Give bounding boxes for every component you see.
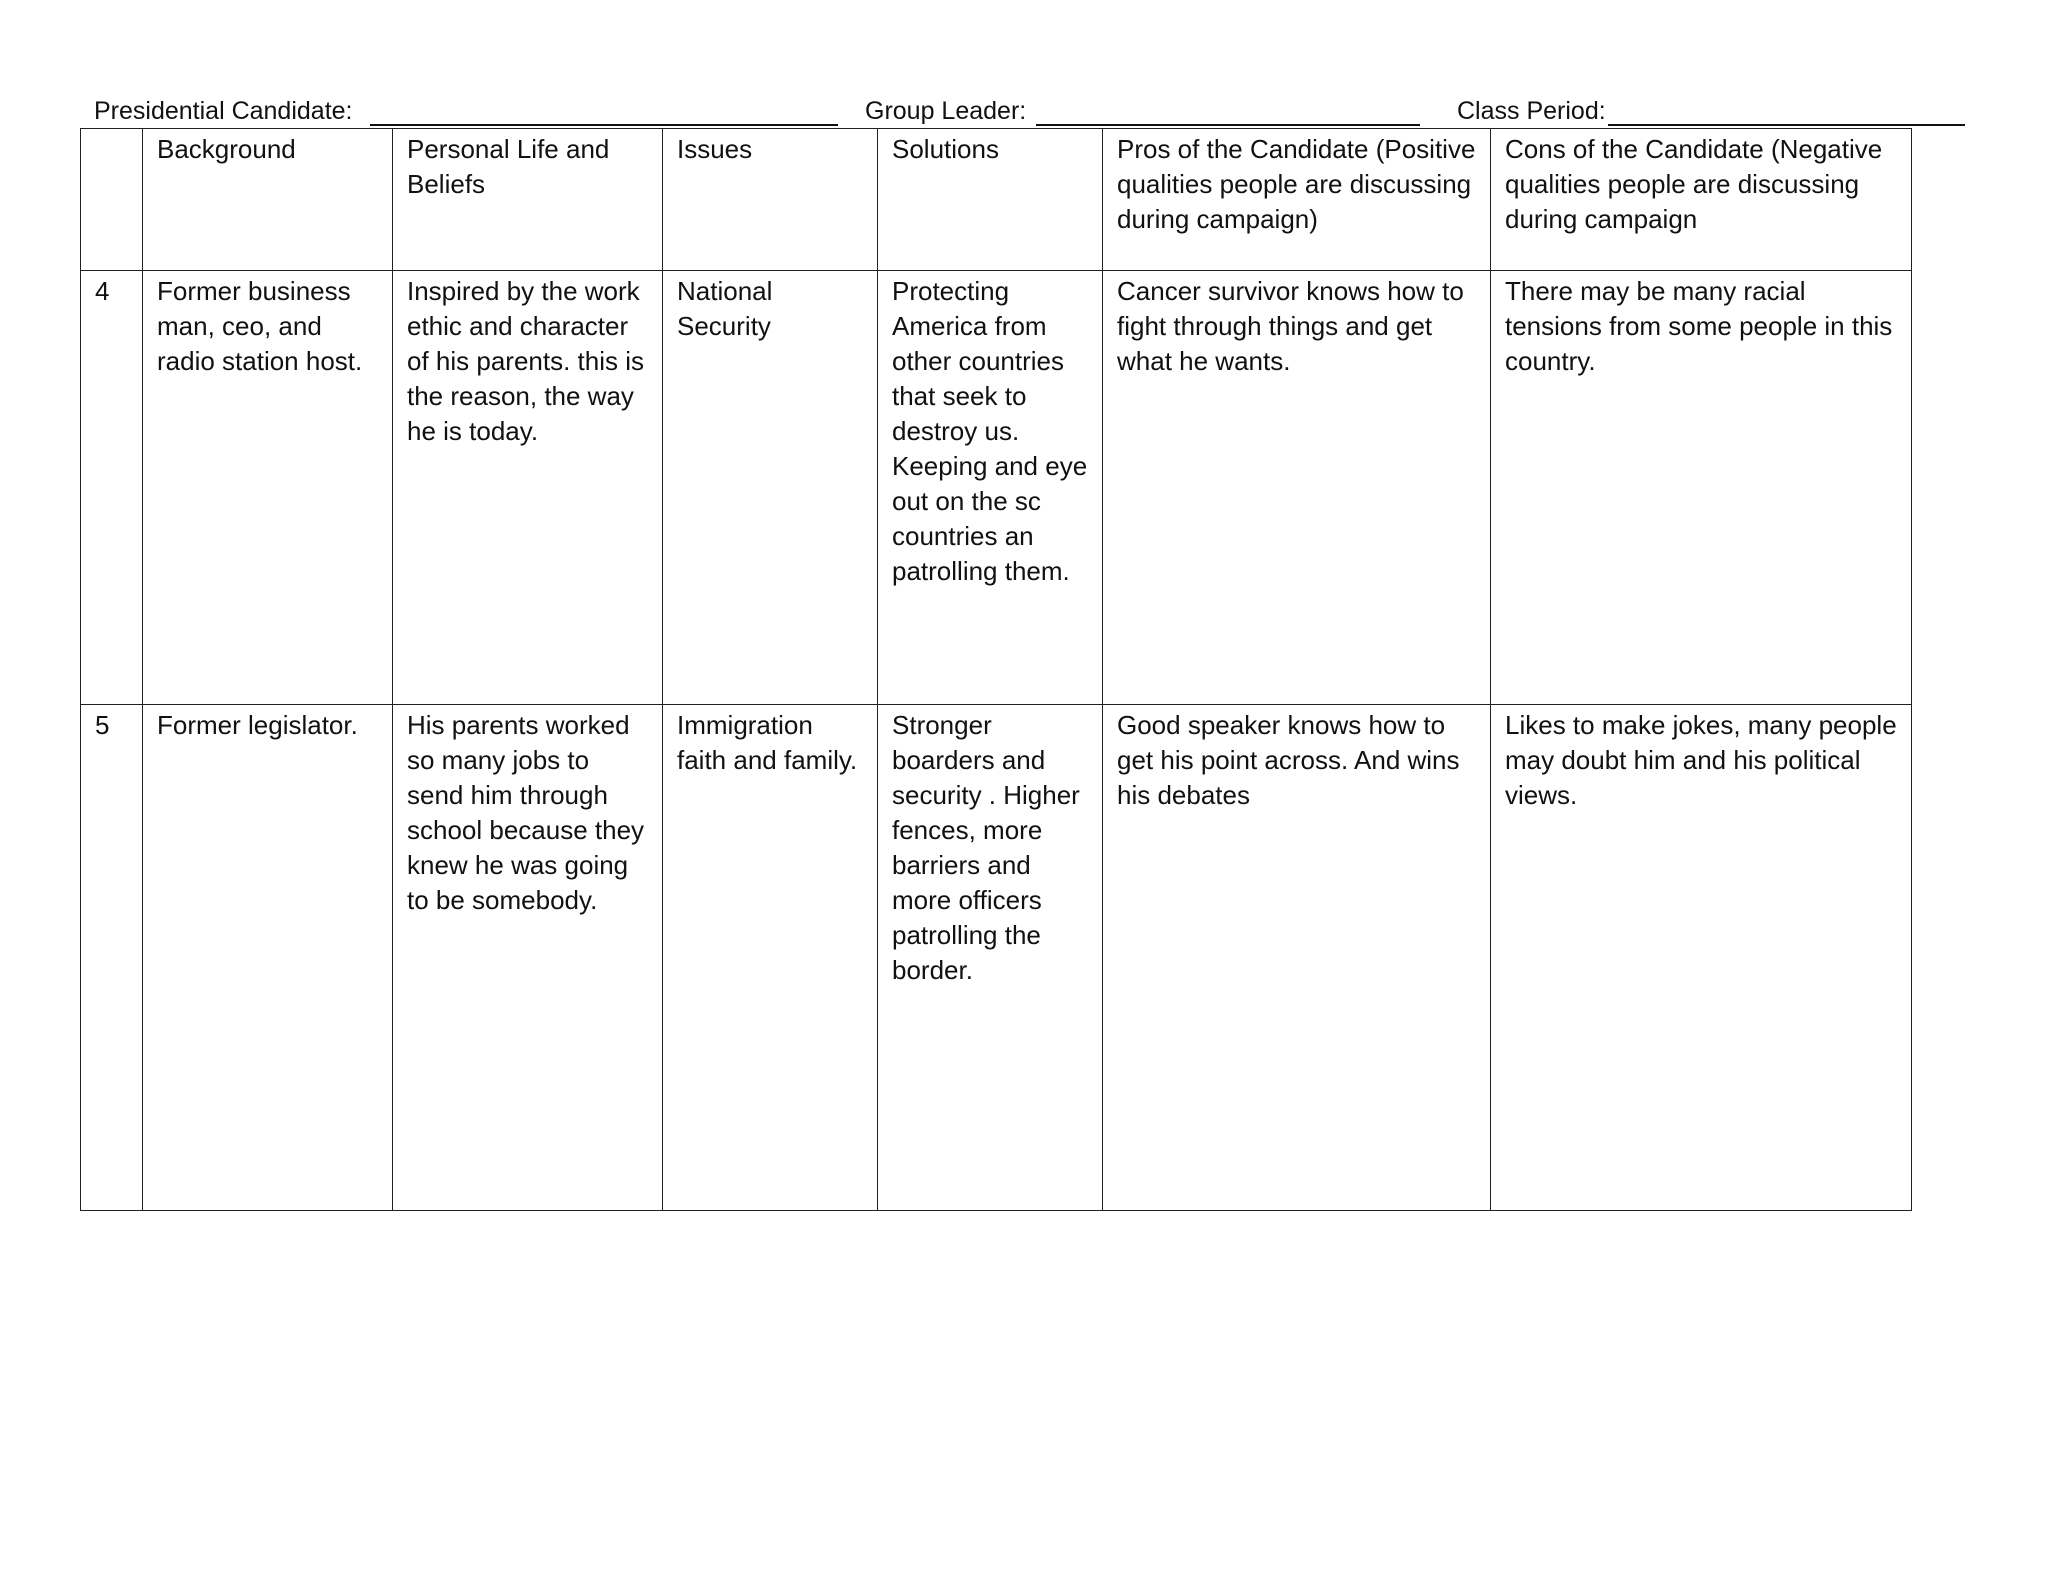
row-number-cell: 4 xyxy=(81,271,143,705)
cons-cell: Likes to make jokes, many people may doubt him and his political views. xyxy=(1491,705,1912,1211)
pros-cell: Good speaker knows how to get his point across. And wins his debates xyxy=(1103,705,1491,1211)
column-header-solutions: Solutions xyxy=(878,129,1103,271)
table-header-row xyxy=(81,129,1912,271)
presidential-candidate-label: Presidential Candidate: xyxy=(94,97,353,125)
presidential-candidate-field[interactable] xyxy=(370,94,838,126)
personal-life-cell: His parents worked so many jobs to send him through school because they knew he was going to be somebody. xyxy=(393,705,663,1211)
cons-cell: There may be many racial tensions from some people in this country. xyxy=(1491,271,1912,705)
group-leader-field[interactable] xyxy=(1036,94,1420,126)
solutions-cell: Stronger boarders and security . Higher fences, more barriers and more officers patrolling the border. xyxy=(878,705,1103,1211)
pros-cell: Cancer survivor knows how to fight through things and get what he wants. xyxy=(1103,271,1491,705)
column-header-personal-life: Personal Life and Beliefs xyxy=(393,129,663,271)
column-header-cons: Cons of the Candidate (Negative qualities people are discussing during campaign xyxy=(1491,129,1912,271)
group-leader-label: Group Leader: xyxy=(865,97,1027,125)
class-period-field[interactable] xyxy=(1608,94,1965,126)
form-header xyxy=(94,94,1964,128)
background-cell: Former business man, ceo, and radio station host. xyxy=(143,271,393,705)
table-row xyxy=(81,705,1912,1211)
candidate-table xyxy=(80,128,1912,1211)
solutions-cell: Protecting America from other countries that seek to destroy us. Keeping and eye out on the sc countries an patrolling them. xyxy=(878,271,1103,705)
column-header-number xyxy=(81,129,143,271)
row-number-cell: 5 xyxy=(81,705,143,1211)
issues-cell: National Security xyxy=(663,271,878,705)
column-header-issues: Issues xyxy=(663,129,878,271)
issues-cell: Immigration faith and family. xyxy=(663,705,878,1211)
class-period-label: Class Period: xyxy=(1457,97,1606,125)
column-header-pros: Pros of the Candidate (Positive qualities people are discussing during campaign) xyxy=(1103,129,1491,271)
table-row xyxy=(81,271,1912,705)
column-header-background: Background xyxy=(143,129,393,271)
background-cell: Former legislator. xyxy=(143,705,393,1211)
personal-life-cell: Inspired by the work ethic and character of his parents. this is the reason, the way he is today. xyxy=(393,271,663,705)
